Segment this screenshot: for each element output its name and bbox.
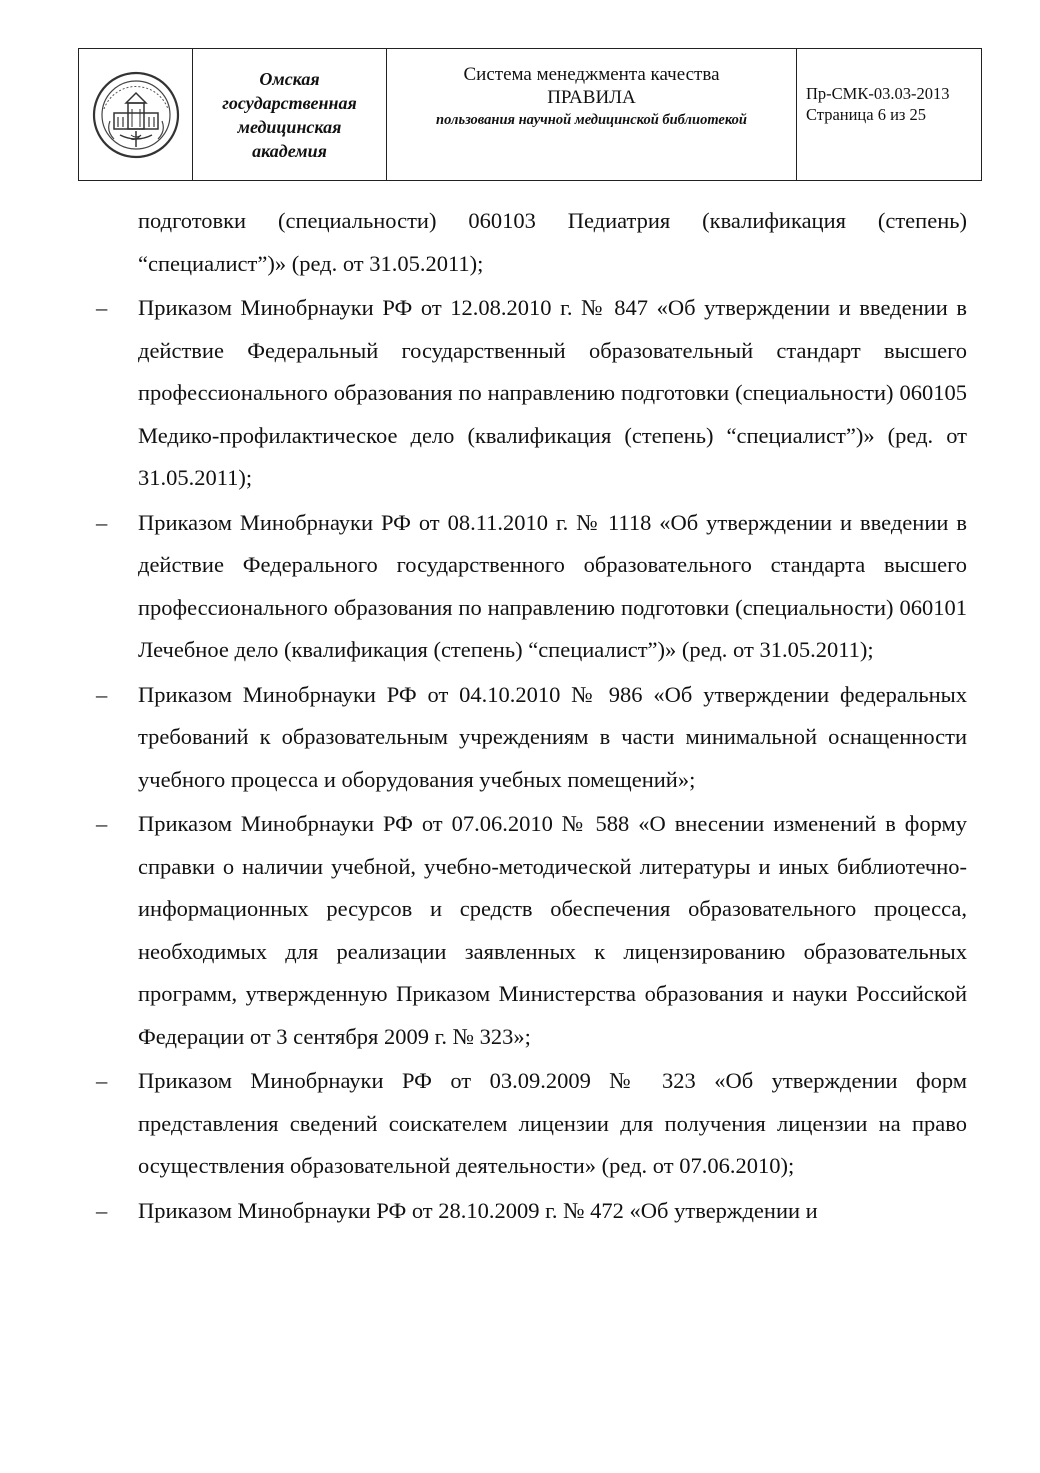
list-item-text: Приказом Минобрнауки РФ от 28.10.2009 г. № 472 «Об утверждении и — [138, 1197, 818, 1223]
bullet-dash: – — [96, 1197, 108, 1223]
bullet-dash: – — [96, 681, 108, 707]
list-item — [96, 803, 967, 1058]
list-item — [96, 502, 967, 672]
logo-cell — [79, 49, 193, 181]
list-item — [96, 1190, 967, 1233]
document-header — [78, 48, 982, 181]
bullet-dash: – — [96, 1068, 108, 1093]
organization-cell — [193, 49, 387, 181]
list-item-text: Приказом Минобрнауки РФ от 07.06.2010 № 588 «О внесении изменений в форму справки о наличии учебной, учебно-методической литературы и иных библиотечно-информационных ресурсов и средств обеспечения образовательного процесса, необходимых для реализации заявленных к лицензированию образовательных программ, утвержденную Приказом Министерства образования и науки Российской Федерации от 3 сентября 2009 г. № 323»; — [138, 811, 967, 1049]
list-item-text: Приказом Минобрнауки РФ от 12.08.2010 г. № 847 «Об утверждении и введении в действие Федеральный государственный образовательный стандарт высшего профессионального образования по направлению подготовки (специальности) 060105 Медико-профилактическое дело (квалификация (степень) “специалист”)» (ред. от 31.05.2011); — [138, 295, 967, 490]
document-code: Пр-СМК-03.03-2013 — [806, 84, 950, 103]
document-body — [96, 200, 967, 1234]
organization-name: Омская государственная медицинская академия — [222, 68, 357, 161]
list-item — [96, 287, 967, 500]
document-subtitle: пользования научной медицинской библиотекой — [436, 112, 747, 128]
list-item — [96, 674, 967, 802]
bullet-dash: – — [96, 509, 108, 535]
academy-seal-icon — [90, 69, 182, 161]
page-number: Страница 6 из 25 — [806, 105, 927, 124]
list-item-text: Приказом Минобрнауки РФ от 08.11.2010 г. № 1118 «Об утверждении и введении в действие Федерального государственного образовательного стандарта высшего профессионального образования по направлению подготовки (специальности) 060101 Лечебное дело (квалификация (степень) “специалист”)» (ред. от 31.05.2011); — [138, 509, 967, 662]
list-item-text: Приказом Минобрнауки РФ от 04.10.2010 № 986 «Об утверждении федеральных требований к образовательным учреждениям в части минимальной оснащенности учебного процесса и оборудования учебных помещений»; — [138, 681, 967, 792]
bullet-dash: – — [96, 811, 108, 836]
document-title-cell — [387, 49, 797, 181]
list-item-text: Приказом Минобрнауки РФ от 03.09.2009 № 323 «Об утверждении форм представления сведений соискателем лицензии для получения лицензии на право осуществления образовательной деятельности» (ред. от 07.06.2010); — [138, 1068, 967, 1178]
quality-system-label: Система менеджмента качества — [463, 64, 720, 85]
bullet-dash: – — [96, 295, 108, 320]
document-code-cell — [797, 49, 982, 181]
continuation-paragraph: подготовки (специальности) 060103 Педиатрия (квалификация (степень) “специалист”)» (ред. от 31.05.2011); — [138, 208, 967, 276]
list-item — [96, 1060, 967, 1188]
document-type: ПРАВИЛА — [547, 87, 636, 108]
